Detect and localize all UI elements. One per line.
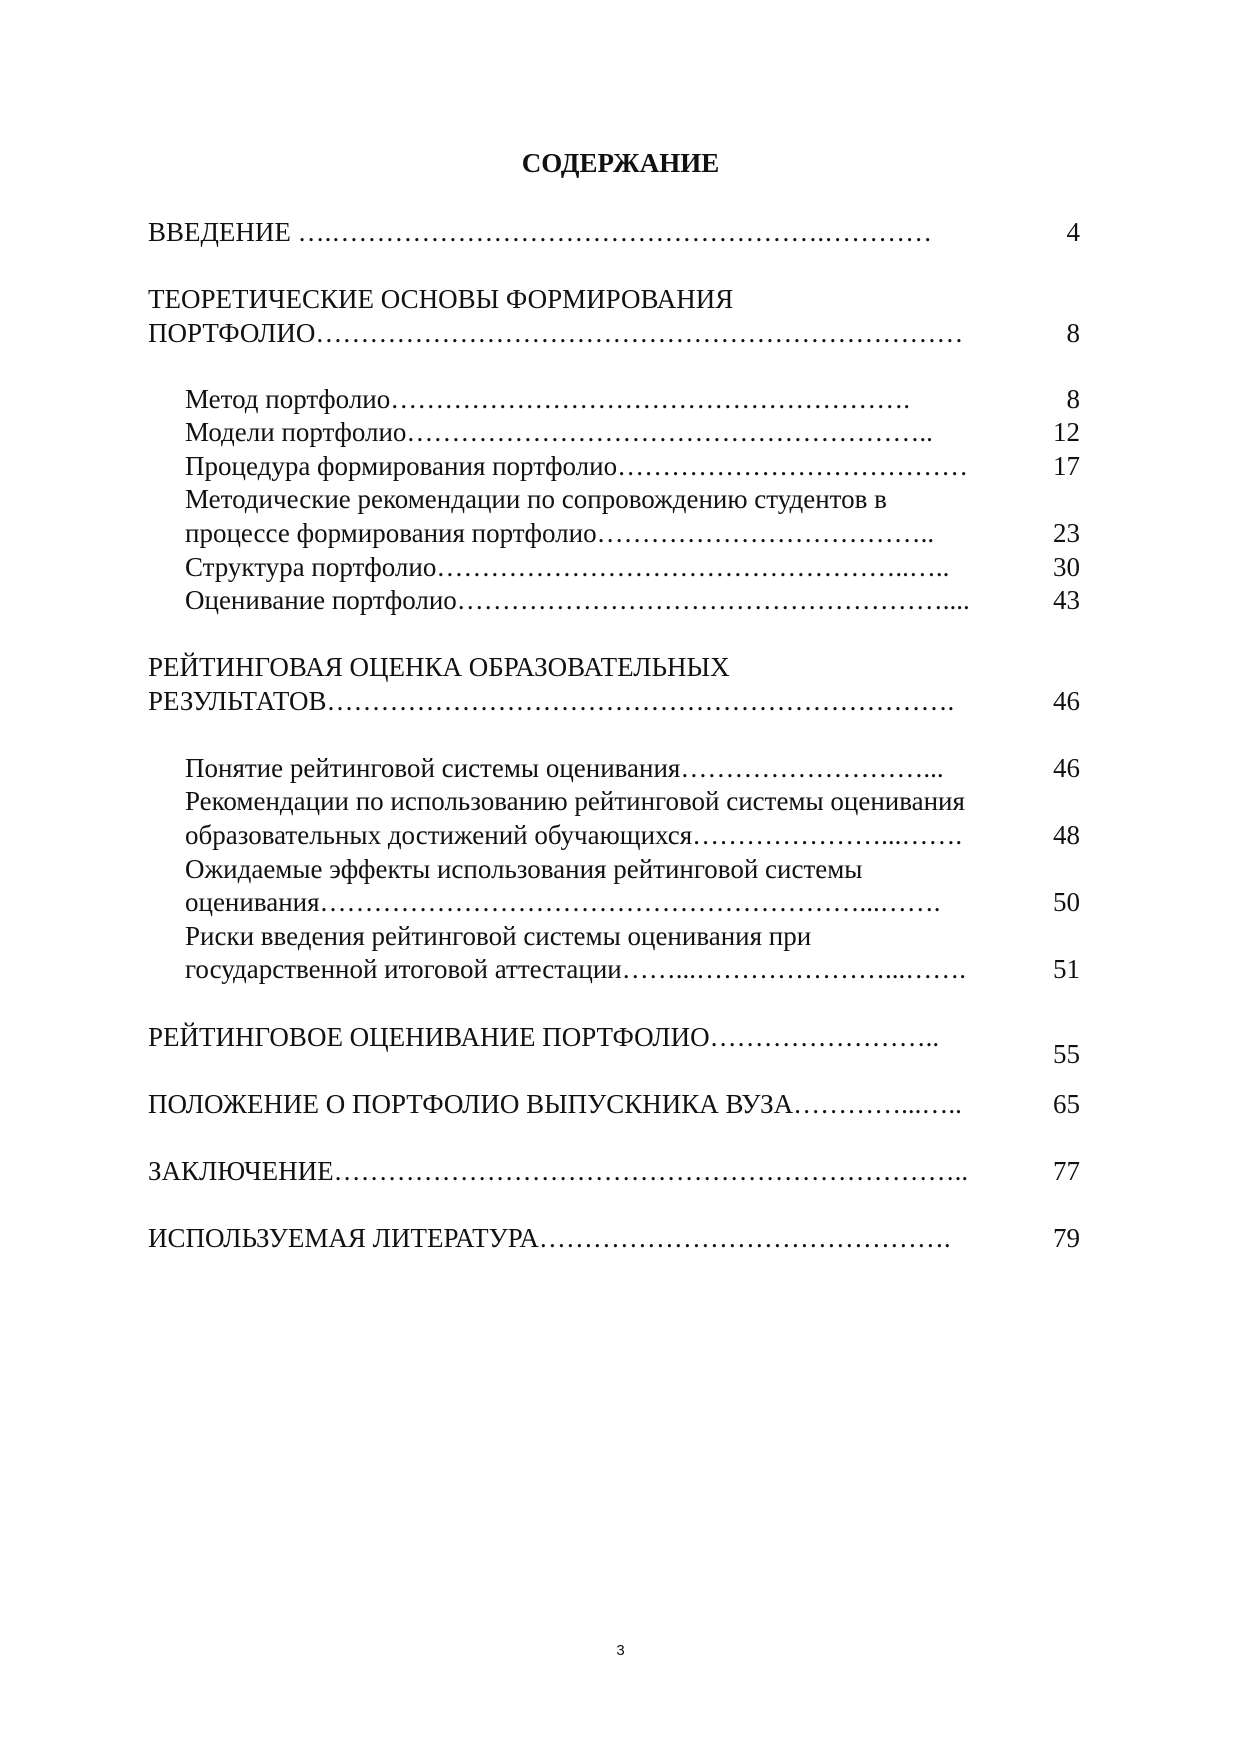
toc-subentry-rating-recommendations-line2: образовательных достижений обучающихся…………………...……. — [185, 820, 963, 850]
toc-subentry-models: Модели портфолио………………………………………………….. — [185, 417, 933, 447]
toc-entry-conclusion: ЗАКЛЮЧЕНИЕ…………………………………………………………….. — [148, 1156, 969, 1186]
toc-subentry-structure: Структура портфолио……………………………………………..….. — [185, 552, 950, 582]
toc-subentry-rating-concept: Понятие рейтинговой системы оценивания………………………... — [185, 753, 944, 783]
toc-page-number: 8 — [1066, 318, 1080, 348]
toc-entry-literature: ИСПОЛЬЗУЕМАЯ ЛИТЕРАТУРА………………………………………. — [148, 1223, 951, 1253]
toc-page-number: 4 — [1066, 217, 1080, 247]
toc-subentry-procedure: Процедура формирования портфолио………………………………… — [185, 451, 969, 481]
toc-subentry-effects-line2: оценивания……………………………………………………...……. — [185, 887, 941, 917]
toc-page-number: 30 — [1053, 552, 1080, 582]
toc-page-number: 55 — [1053, 1039, 1080, 1069]
page-title: СОДЕРЖАНИЕ — [521, 148, 720, 178]
toc-subentry-rating-recommendations-line1: Рекомендации по использованию рейтинговой системы оценивания — [185, 786, 965, 816]
toc-page-number: 43 — [1053, 585, 1080, 615]
toc-subentry-risks-line2: государственной итоговой аттестации……...…………………...……. — [185, 954, 966, 984]
toc-subentry-recommendations-line1: Методические рекомендации по сопровождению студентов в — [185, 484, 887, 514]
toc-page-number: 46 — [1053, 686, 1080, 716]
toc-page-number: 50 — [1053, 887, 1080, 917]
toc-page-number: 23 — [1053, 518, 1080, 548]
toc-page-number: 79 — [1053, 1223, 1080, 1253]
toc-entry-rating-line2: РЕЗУЛЬТАТОВ……………………………………………………………. — [148, 686, 955, 716]
toc-subentry-effects-line1: Ожидаемые эффекты использования рейтинговой системы — [185, 854, 863, 884]
toc-page-number: 48 — [1053, 820, 1080, 850]
toc-subentry-evaluation: Оценивание портфолио……………………………………………….... — [185, 585, 970, 615]
toc-entry-theory-line2: ПОРТФОЛИО……………………………………………………………… — [148, 318, 964, 348]
toc-page-number: 46 — [1053, 753, 1080, 783]
toc-page-number: 77 — [1053, 1156, 1080, 1186]
page-number: 3 — [616, 1642, 625, 1659]
toc-entry-introduction: ВВЕДЕНИЕ ….……………………………………………….………… — [148, 217, 933, 247]
toc-entry-theory-line1: ТЕОРЕТИЧЕСКИЕ ОСНОВЫ ФОРМИРОВАНИЯ — [148, 284, 734, 314]
toc-subentry-recommendations-line2: процессе формирования портфолио……………………………….. — [185, 518, 935, 548]
toc-entry-rating-portfolio: РЕЙТИНГОВОЕ ОЦЕНИВАНИЕ ПОРТФОЛИО…………………….. — [148, 1022, 940, 1052]
toc-page-number: 65 — [1053, 1089, 1080, 1119]
toc-subentry-method: Метод портфолио…………………………………………………. — [185, 384, 910, 414]
toc-subentry-risks-line1: Риски введения рейтинговой системы оценивания при — [185, 921, 812, 951]
toc-page-number: 51 — [1053, 954, 1080, 984]
toc-page-number: 12 — [1053, 417, 1080, 447]
toc-page-number: 17 — [1053, 451, 1080, 481]
toc-page-number: 8 — [1066, 384, 1080, 414]
toc-entry-rating-line1: РЕЙТИНГОВАЯ ОЦЕНКА ОБРАЗОВАТЕЛЬНЫХ — [148, 652, 730, 682]
toc-entry-regulation: ПОЛОЖЕНИЕ О ПОРТФОЛИО ВЫПУСКНИКА ВУЗА…………...….. — [148, 1089, 962, 1119]
